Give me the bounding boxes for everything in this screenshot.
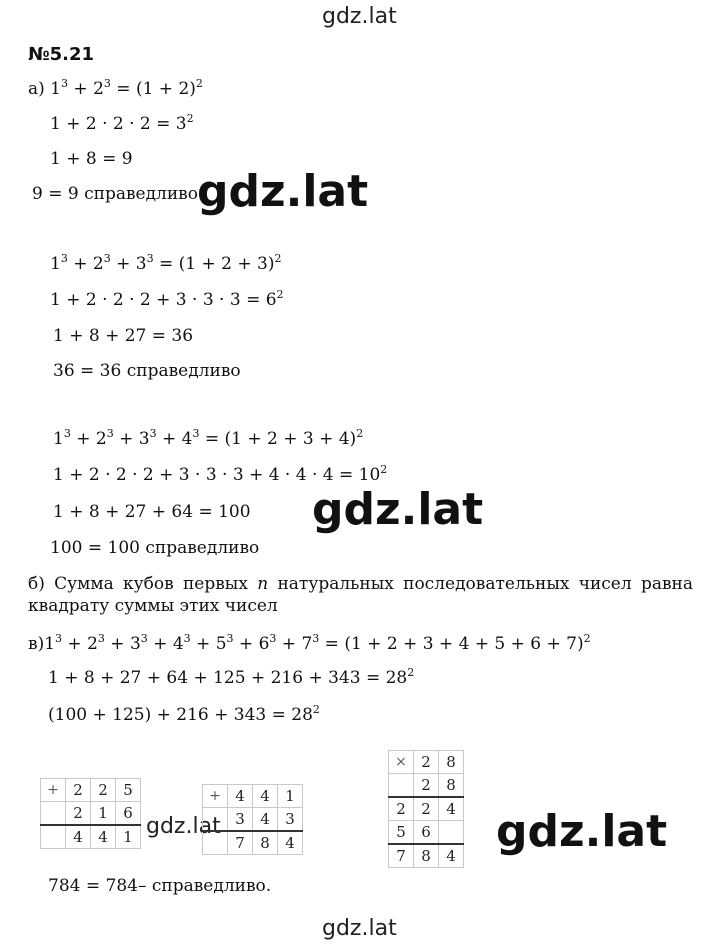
digit-cell: 4 bbox=[253, 808, 278, 832]
digit-cell: 2 bbox=[66, 802, 91, 826]
digit-cell: 1 bbox=[278, 785, 303, 808]
part-a-check-2: 36 = 36 справедливо bbox=[53, 361, 241, 381]
watermark-logo: gdz.lat bbox=[312, 484, 484, 535]
digit-cell: 6 bbox=[414, 821, 439, 845]
part-a-check-1: 9 = 9 справедливо bbox=[32, 184, 198, 204]
part-a-line-2: $1 + 2 \cdot 2 \cdot 2 = 3^2$ bbox=[50, 112, 194, 134]
digit-cell: 7 bbox=[228, 831, 253, 855]
part-c-line-2: $1 + 8 + 27 + 64 + 125 + 216 + 343 = 28^2$ bbox=[48, 666, 415, 688]
part-a-line-10: $1 + 2 \cdot 2 \cdot 2 + 3 \cdot 3 \cdot 3 + 4 \cdot 4 \cdot 4 = 10^2$ bbox=[53, 463, 388, 485]
part-a-line-7: 1 + 8 + 27 = 36 bbox=[53, 326, 194, 346]
part-a-line-11: 1 + 8 + 27 + 64 = 100 bbox=[53, 502, 251, 522]
part-c-line-3: $(100 + 125) + 216 + 343 = 28^2$ bbox=[48, 703, 320, 725]
empty-cell bbox=[389, 774, 414, 798]
empty-cell bbox=[41, 802, 66, 826]
digit-cell: 1 bbox=[116, 825, 141, 849]
header-watermark: gdz.lat bbox=[322, 4, 397, 29]
digit-cell: 4 bbox=[439, 844, 464, 868]
digit-cell: 8 bbox=[414, 844, 439, 868]
empty-cell bbox=[203, 808, 228, 832]
multiply-operator: × bbox=[389, 751, 414, 774]
digit-cell: 7 bbox=[389, 844, 414, 868]
digit-cell: 4 bbox=[439, 797, 464, 821]
part-a-line-1: а) $1^3 + 2^3 = (1 + 2)^2$ bbox=[28, 77, 203, 99]
column-multiplication bbox=[388, 750, 464, 868]
plus-operator: + bbox=[41, 779, 66, 802]
part-c-conclusion: 784 = 784– справедливо. bbox=[48, 876, 272, 896]
digit-cell: 2 bbox=[389, 797, 414, 821]
digit-cell: 6 bbox=[116, 802, 141, 826]
part-a-line-3: 1 + 8 = 9 bbox=[50, 149, 133, 169]
digit-cell: 8 bbox=[253, 831, 278, 855]
digit-cell: 5 bbox=[389, 821, 414, 845]
digit-cell: 1 bbox=[91, 802, 116, 826]
watermark-logo: gdz.lat bbox=[496, 806, 668, 857]
part-a-line-6: $1 + 2 \cdot 2 \cdot 2 + 3 \cdot 3 \cdot 3 = 6^2$ bbox=[50, 288, 284, 310]
digit-cell: 5 bbox=[116, 779, 141, 802]
empty-cell bbox=[439, 821, 464, 845]
problem-number: №5.21 bbox=[28, 44, 95, 65]
digit-cell: 4 bbox=[253, 785, 278, 808]
empty-cell bbox=[203, 831, 228, 855]
footer-watermark: gdz.lat bbox=[322, 916, 397, 941]
column-addition-1 bbox=[40, 778, 141, 849]
part-c-label: в) bbox=[28, 634, 45, 654]
part-a-label: а) bbox=[28, 79, 45, 99]
part-a-check-3: 100 = 100 справедливо bbox=[50, 538, 260, 558]
digit-cell: 2 bbox=[414, 797, 439, 821]
watermark-small: gdz.lat bbox=[146, 814, 221, 839]
digit-cell: 4 bbox=[278, 831, 303, 855]
part-b-label: б) bbox=[28, 574, 45, 594]
part-b-text: б) Сумма кубов первых n натуральных последовательных чисел равна квадрату суммы этих чисел bbox=[28, 574, 694, 616]
part-a-line-5: $1^3 + 2^3 + 3^3 = (1 + 2 + 3)^2$ bbox=[50, 252, 282, 274]
digit-cell: 4 bbox=[228, 785, 253, 808]
digit-cell: 3 bbox=[228, 808, 253, 832]
part-a-line-9: $1^3 + 2^3 + 3^3 + 4^3 = (1 + 2 + 3 + 4)^2$ bbox=[53, 427, 364, 449]
digit-cell: 4 bbox=[66, 825, 91, 849]
digit-cell: 2 bbox=[91, 779, 116, 802]
column-addition-2 bbox=[202, 784, 303, 855]
plus-operator: + bbox=[203, 785, 228, 808]
watermark-logo: gdz.lat bbox=[197, 166, 369, 217]
digit-cell: 4 bbox=[91, 825, 116, 849]
part-c-line-1: $в)1^3 + 2^3 + 3^3 + 4^3 + 5^3 + 6^3 + 7^3 = (1 + 2 + 3 + 4 + 5 + 6 + 7)^2$ bbox=[28, 632, 591, 654]
digit-cell: 2 bbox=[414, 751, 439, 774]
digit-cell: 2 bbox=[66, 779, 91, 802]
digit-cell: 3 bbox=[278, 808, 303, 832]
digit-cell: 2 bbox=[414, 774, 439, 798]
digit-cell: 8 bbox=[439, 774, 464, 798]
empty-cell bbox=[41, 825, 66, 849]
digit-cell: 8 bbox=[439, 751, 464, 774]
